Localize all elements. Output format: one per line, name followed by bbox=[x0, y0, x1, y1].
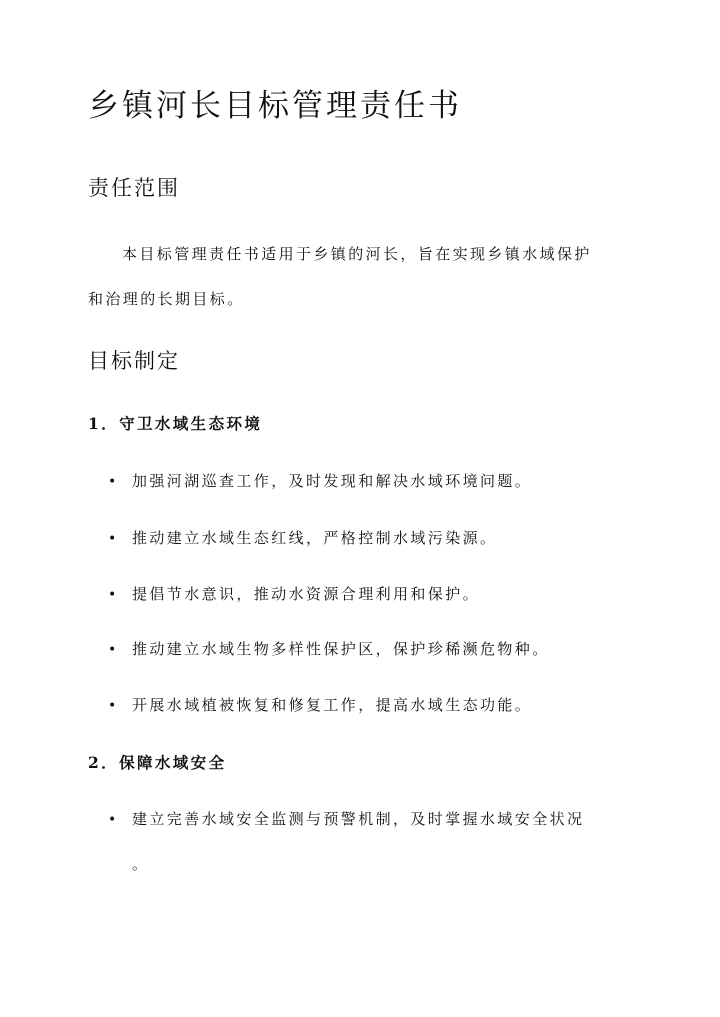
list-item-continuation: 。 bbox=[132, 855, 150, 873]
bullet-icon: • bbox=[108, 531, 119, 547]
list-item bbox=[108, 470, 532, 491]
bullet-icon: • bbox=[108, 474, 119, 490]
list-item-text: 提倡节水意识，推动水资源合理利用和保护。 bbox=[132, 585, 481, 603]
list-item-text: 建立完善水域安全监测与预警机制，及时掌握水域安全状况 bbox=[132, 810, 585, 828]
list-item bbox=[108, 638, 550, 659]
list-item bbox=[108, 527, 497, 548]
list-item-text: 推动建立水域生物多样性保护区，保护珍稀濒危物种。 bbox=[132, 640, 550, 658]
section-heading-goals: 目标制定 bbox=[88, 349, 180, 373]
list-item bbox=[108, 583, 480, 604]
bullet-icon: • bbox=[108, 587, 119, 603]
scope-paragraph-line-1: 本目标管理责任书适用于乡镇的河长，旨在实现乡镇水域保护 bbox=[122, 245, 592, 263]
list-item bbox=[108, 808, 584, 829]
list-item-text: 加强河湖巡查工作，及时发现和解决水域环境问题。 bbox=[132, 472, 533, 490]
bullet-icon: • bbox=[108, 698, 119, 714]
bullet-icon: • bbox=[108, 812, 119, 828]
list-item bbox=[108, 694, 532, 715]
scope-paragraph-line-2: 和治理的长期目标。 bbox=[88, 290, 245, 308]
subsection-heading-ecology: 1．守卫水域生态环境 bbox=[88, 414, 263, 433]
section-heading-scope: 责任范围 bbox=[88, 176, 180, 200]
bullet-icon: • bbox=[108, 642, 119, 658]
document-title: 乡镇河长目标管理责任书 bbox=[88, 88, 462, 124]
list-item-text: 开展水域植被恢复和修复工作，提高水域生态功能。 bbox=[132, 696, 533, 714]
list-item-text: 推动建立水域生态红线，严格控制水域污染源。 bbox=[132, 529, 498, 547]
subsection-heading-safety: 2．保障水域安全 bbox=[88, 753, 227, 772]
